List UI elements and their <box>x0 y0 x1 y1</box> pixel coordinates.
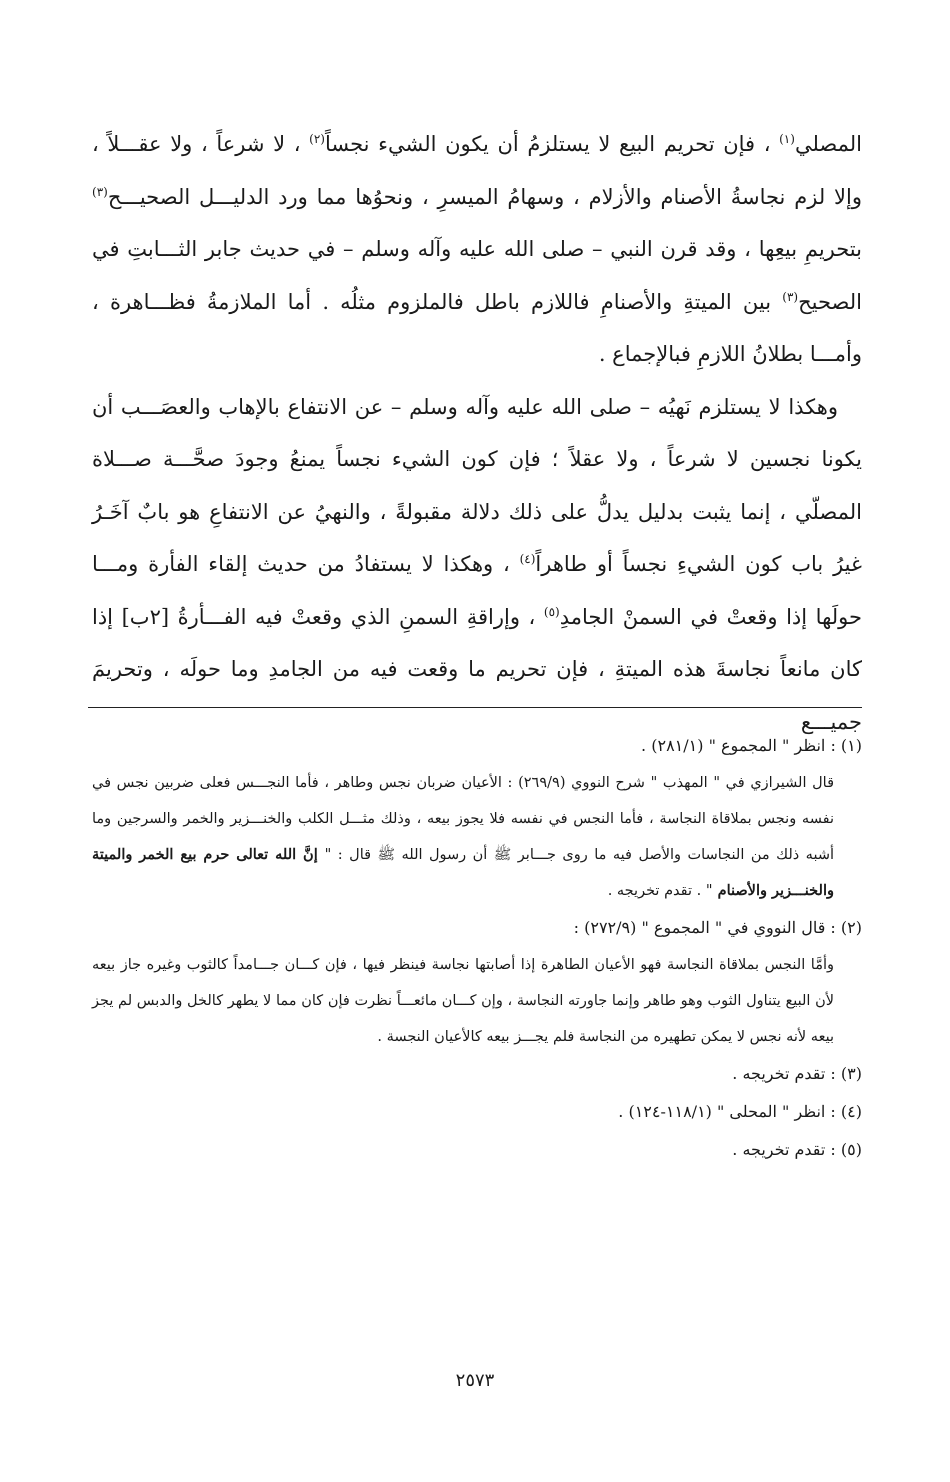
text-run: ، فإن تحريم البيع لا يستلزمُ أن يكون الشيء نجساً <box>324 132 780 156</box>
text-run: قال الشيرازي في " المهذب " شرح النووي (٢٦٩/٩) : الأعيان ضربان نجس وطاهر ، فأما النجـــس فعلى ضربين نجس في نفسه ونجس بملاقاة النجاسة ، فأما النجس في نفسه فلا يجوز بيعه ، وذلك مثـــل الكلب والخنـــزير والخمر والسرجين وما أشبه ذلك من النجاسات والأصل فيه ما روى جـــابر ﷺ أن رسول الله ﷺ قال : " <box>92 775 835 863</box>
footnotes <box>92 727 862 1169</box>
footnote-ref: (٢) <box>309 132 325 146</box>
footnote-ref: (٤) <box>519 552 536 566</box>
footnote-3: (٣) : تقدم تخريجه . <box>732 1064 862 1083</box>
footnote-4: (٤) : انظر " المحلى " (١١٨/١-١٢٤) . <box>618 1102 862 1121</box>
footnote-ref: (٥) <box>543 604 560 619</box>
footnote-ref: (٣) <box>92 184 108 199</box>
text-run: بين الميتةِ والأصنامِ فاللازم باطل فالملزوم مثلُه . أما الملازمةُ فظـــاهرة ، وأمـــا بطلانُ اللازمِ فبالإجماع . <box>92 289 862 366</box>
page-number: ٢٥٧٣ <box>455 1370 495 1391</box>
text-run: ، وهكذا لا يستفادُ من حديث إلقاء الفأرة ومـــا حولَها إذا وقعتْ في السمنْ الجامدِ <box>92 552 862 629</box>
footnote-1: (١) : انظر " المجموع " (٢٨١/١) . <box>641 736 862 755</box>
footnote-2: (٢) : قال النووي في " المجموع " (٢٧٢/٩) : <box>573 918 862 937</box>
paragraph-2 <box>92 381 862 749</box>
main-text <box>92 118 862 748</box>
footnote-1-body <box>92 765 862 909</box>
footnote-5: (٥) : تقدم تخريجه . <box>732 1140 862 1159</box>
text-run: وهكذا لا يستلزم نَهيُه – صلى الله عليه وآله وسلم – عن الانتفاع بالإهاب والعصَـــب أن يكونا نجسين لا شرعاً ، ولا عقلاً ؛ فإن كون الشيء نجساً يمنعُ وجودَ صحَّـــة صـــلاة المصلّي ، إنما يثبت بدليل يدلُّ على ذلك دلالة مقبولةً ، والنهيُ عن الانتفاعِ هو بابٌ آخَـرُ غيرُ باب كون الشيءِ نجساً أو طاهراً <box>92 394 862 576</box>
paragraph-1 <box>92 118 862 381</box>
footnote-2-body: وأمَّا النجس بملاقاة النجاسة فهو الأعيان الطاهرة إذا أصابتها نجاسة فينظر فيها ، فإن كـــان جـــامداً كالثوب وغيره جاز بيعه لأن البيع يتناول الثوب وهو طاهر وإنما جاورته النجاسة ، وإن كـــان مائعـــاً نظرت فإن كان مما لا يطهر كالخل والدبس لم يجز بيعه لأنه نجس لا يمكن تطهيره من النجاسة فلم يجـــز بيعه كالأعيان النجسة . <box>92 957 834 1045</box>
text-run: ، لا شرعاً ، ولا عقـــلاً ، وإلا لزم نجاسةُ الأصنام والأزلام ، وسهامُ الميسرِ ، ونحوُها مما ورد الدليـــل الصحيـــح <box>92 132 862 209</box>
text-run: المصلي <box>794 132 862 156</box>
footnote-separator <box>88 707 862 708</box>
footnote-ref: (١) <box>779 132 795 146</box>
footnote-ref: (٣) <box>782 289 799 304</box>
hadith-quote: إنَّ الله تعالى حرم بيع الخمر والميتة والخنـــزير والأصنام <box>92 846 834 899</box>
text-run: ، وإراقةِ السمنِ الذي وقعتْ فيه الفـــأرةُ [٢ب] إذا كان مانعاً نجاسةَ هذه الميتةِ ، فإن تحريم ما وقعت فيه من الجامدِ وما حولَه ، وتحريمَ جميـــع <box>92 604 862 734</box>
text-run: بتحريمِ بيعِها ، وقد قرن النبي – صلى الله عليه وآله وسلم – في حديث جابر الثـــابتِ في الصحيح <box>92 237 862 314</box>
text-run: " . تقدم تخريجه . <box>607 883 713 899</box>
